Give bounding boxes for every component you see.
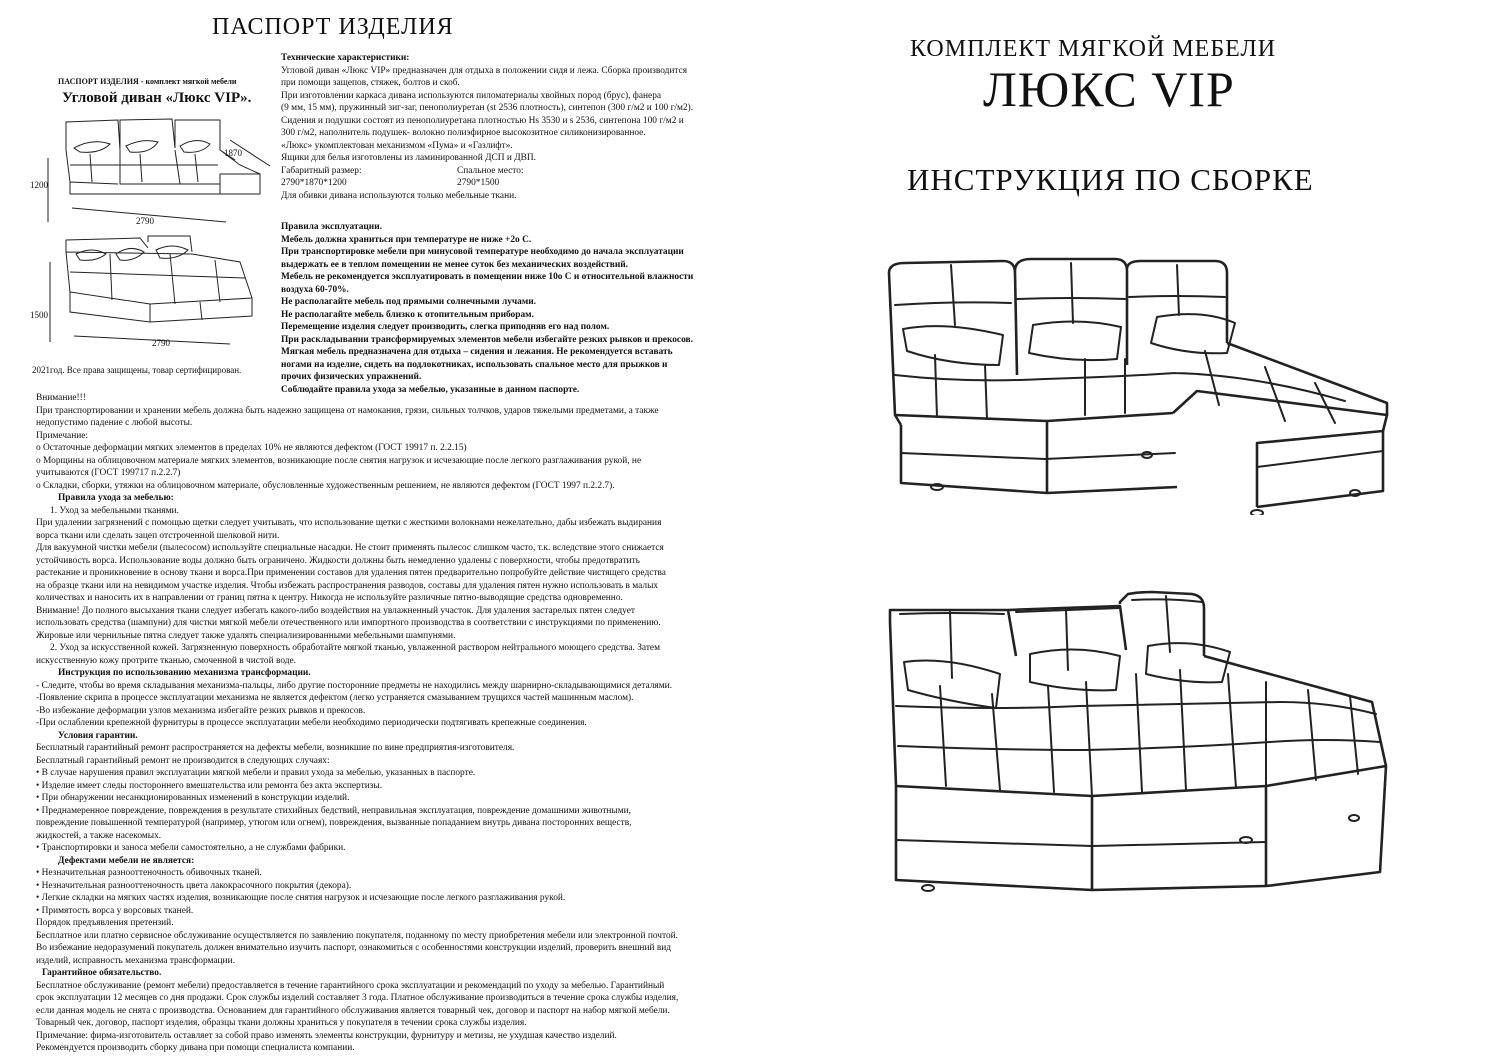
text-line: количествах и наносить их в направлении от границ пятна к центру. Никогда не используйте различные пятно-выводящие средства одновременно. [36,593,623,603]
gab-label: Габаритный размер: [281,165,362,176]
text-line: учитываются (ГОСТ 199717 п.2.2.7) [36,468,181,478]
section-heading: Инструкция по использованию механизма трансформации. [58,668,311,678]
text-line: Примечание: фирма-изготовитель оставляет за собой право изменять элементы конструкции, фурнитуру и метизы, не ухудшая качество изделий. [36,1030,617,1041]
text-line: Порядок предъявления претензий. [36,918,174,928]
kit-subtitle: КОМПЛЕКТ МЯГКОЙ МЕБЕЛИ [910,36,1277,62]
tech-line: 300 г/м2, наполнитель подушек- волокно полиэфирное высокозитное силиконизированное. [281,128,646,138]
text-line: При удалении загрязнений с помощью щетки следует учитывать, что использование щетки с жесткими волокнами нежелательно, дабы избежать выдирания [36,518,662,528]
rule-line: Не располагайте мебель близко к отопительным приборам. [281,309,534,320]
text-line: Внимание!!! [36,393,86,403]
rule-line: воздуха 60-70%. [281,284,349,295]
section-heading: Гарантийное обязательство. [42,968,162,978]
text-line: • Незначительная разнооттеночность цвета лакокрасочного покрытия (декора). [36,880,352,891]
text-line: 2. Уход за искусственной кожей. Загрязненную поверхность обработайте мягкой тканью, увлаженной раствором нейтрального моющего средства. Затем [50,643,661,653]
tech-heading: Технические характеристики: [281,53,410,63]
dim-1870: 1870 [224,148,242,158]
tech-line: Угловой диван «Люкс VIP» предназначен для отдыха в положении сидя и лежа. Сборка производится [281,65,688,76]
dim-2790-a: 2790 [136,216,154,226]
rules-heading: Правила эксплуатации. [281,222,382,232]
rule-line: Мебель должна храниться при температуре не ниже +2о С. [281,234,532,245]
rule-line: Мягкая мебель предназначена для отдыха – сидения и лежания. Не рекомендуется вставать [281,347,673,357]
text-line: растекание и проникновение в основу ткани и ворса.При применении составов для удаления пятен предварительно попробуйте действие чистящего средства [36,568,666,578]
dim-1200: 1200 [30,180,48,190]
text-line: Для вакуумной чистки мебели (пылесосом) используйте специальные насадки. Не стоит применять пылесос слишком часто, т.к. вследствие этого снижается [36,543,664,553]
text-line: использовать средства (шампуни) для чистки мягкой мебели отечественного или импортного производства в соответствии с инструкциями по применению. [36,618,661,628]
small-sofa-drawing-unfolded [30,232,280,352]
tech-line: При изготовлении каркаса дивана используются пиломатериалы хвойных пород (брус), фанера [281,90,662,101]
tech-line: Сидения и подушки состоят из пенополиуретана плотностью Hs 3530 и s 2536, синтепона 100 г/м2 и [281,115,684,126]
text-line: жидкостей, а также насекомых. [36,830,162,841]
tech-line: Для обивки дивана используются только мебельные ткани. [281,190,517,201]
text-line: Бесплатный гарантийный ремонт распространяется на дефекты мебели, возникшие по вине предприятия-изготовителя. [36,743,515,753]
text-line: o Морщины на облицовочном материале мягких элементов, возникающие после снятия нагрузок и исчезающие после легкого разглаживания рукой, не [36,455,642,466]
rule-line: выдержать ее в теплом помещении не менее суток без механических воздействий. [281,259,629,270]
text-line: устойчивость ворса. Использование воды должно быть ограничено. Жидкости должны быть немедленно удалены с поверхности, чтобы предотвратить [36,555,640,566]
main-text-block [36,392,736,1055]
text-line: повреждение повышенной температурой (например, утюгом или огнем), повреждения, вызванные попаданием внутрь дивана посторонних веществ, [36,818,632,828]
text-line: Внимание! До полного высыхания ткани следует избегать какого-либо воздействия на увлажненный участок. Для удаления застарелых пятен следует [36,605,635,616]
text-line: Товарный чек, договор, паспорт изделия, образцы ткани должны храниться у покупателя в течении срока службы изделия. [36,1018,527,1028]
sofa-assembled-illustration [875,255,1395,515]
text-line: срок эксплуатации 12 месяцев со дня продажи. Срок службы изделий составляет 3 года. Платное обслуживание производиться в течение срока службы изделия, [36,993,679,1003]
text-line: -При ослаблении крепежной фурнитуры в процессе эксплуатации мебели необходимо периодически подтягивать крепежные соединения. [36,718,587,728]
text-line: изделий, исправность механизма трансформации. [36,955,235,966]
rule-line: Перемещение изделия следует производить, слегка приподняв его над полом. [281,322,610,332]
mini-product-title: Угловой диван «Люкс VIP». [62,90,252,106]
text-line: Бесплатное обслуживание (ремонт мебели) предоставляется в течение гарантийного срока эксплуатации и рекомендаций по уходу за мебелью. Гарантийный [36,980,665,991]
tech-line: (9 мм, 15 мм), пружинный зиг-заг, пенополиуретан (st 2536 плотность), синтепон (300 г/м2 и 100 г/м2). [281,103,694,113]
text-line: • В случае нарушения правил эксплуатации мягкой мебели и правил ухода за мебелью, указанных в паспорте. [36,768,476,778]
sofa-unfolded-illustration [880,590,1400,900]
text-line: • Преднамеренное повреждение, повреждения в результате стихийных бедствий, неправильная эксплуатация, повреждение домашними животными, [36,805,632,816]
text-line: При транспортировании и хранении мебель должна быть надежно защищена от намокания, грязи, сильных толчков, ударов тяжелыми предметами, а также [36,405,659,416]
rule-line: ногами на изделие, сидеть на подлокотниках, использовать спальное место для прыжков и [281,359,668,370]
text-line: • Незначительная разнооттеночность обивочных тканей. [36,868,262,878]
text-line: • При обнаружении несанкционированных изменений в конструкции изделий. [36,793,350,803]
section-heading: Дефектами мебели не является: [58,855,195,866]
text-line: если данная модель не снята с производства. Основанием для гарантийного обслуживания является товарный чек, договор и паспорт на набор мягкой мебели. [36,1005,670,1016]
sleep-value: 2790*1500 [457,178,500,188]
text-line: o Складки, сборки, утяжки на облицовочном материале, обусловленные художественным решением, не являются дефектом (ГОСТ 1997 п.2.2.7). [36,480,615,491]
text-line: Бесплатный гарантийный ремонт не производится в следующих случаях: [36,755,330,766]
text-line: • Легкие складки на мягких частях изделия, возникающие после снятия нагрузок и исчезающие после легкого разглаживания рукой. [36,893,566,903]
section-heading: Условия гарантии. [58,730,138,741]
rule-line: Соблюдайте правила ухода за мебелью, указанные в данном паспорте. [281,384,580,395]
dim-2790-b: 2790 [152,338,170,348]
sleep-label: Спальное место: [457,165,524,176]
text-line: 1. Уход за мебельными тканями. [50,505,179,516]
rule-line: При раскладывании трансформируемых элементов мебели избегайте резких рывков и прекосов. [281,334,693,345]
text-line: недопустимо падение с любой высоты. [36,418,193,428]
tech-specs-block [281,52,731,202]
kit-product-name: ЛЮКС VIP [983,61,1235,117]
text-line: Рекомендуется производить сборку дивана при помощи специалиста компании. [36,1043,355,1053]
rule-line: прочих физических упражнений. [281,372,422,382]
passport-title: ПАСПОРТ ИЗДЕЛИЯ [212,14,454,40]
text-line: Жировые или чернильные пятна следует также удалять специализированными мебельными шампунями. [36,630,456,641]
text-line: • Примятость ворса у ворсовых тканей. [36,905,194,916]
tech-line: «Люкс» укомплектован механизмом «Пума» и «Газлифт». [281,140,513,151]
rule-line: Не располагайте мебель под прямыми солнечными лучами. [281,297,536,307]
copyright-note: 2021год. Все права защищены, товар сертифицирован. [32,365,242,375]
operating-rules-block [281,221,736,396]
text-line: искусственную кожу протрите тканью, смоченной в чистой воде. [36,655,297,666]
text-line: Примечание: [36,430,89,441]
text-line: -Во избежание деформации узлов механизма избегайте резких рывков и прекосов. [36,705,366,716]
text-line: - Следите, чтобы во время складывания механизма-пальцы, либо другие посторонние предметы не находились между шарнирно-складывающимися деталями. [36,680,673,691]
text-line: Во избежание недоразумений покупатель должен внимательно изучить паспорт, ознакомиться с особенностями конструкции изделий, проверить внешний вид [36,943,672,953]
text-line: ворса ткани или сделать зацеп отстроченной шелковой нити. [36,530,280,541]
gab-value: 2790*1870*1200 [281,178,347,188]
tech-line: при помощи защепов, стяжек, болтов и скоб. [281,78,460,88]
text-line: -Появление скрипа в процессе эксплуатации механизма не является дефектом (легко устраняется смазыванием трущихся частей машинным маслом). [36,693,634,703]
dim-1500: 1500 [30,310,48,320]
section-heading: Правила ухода за мебелью: [58,493,174,503]
small-sofa-drawing-assembled [30,110,280,230]
text-line: • Транспортировки и заноса мебели самостоятельно, а не службами фабрики. [36,843,346,853]
text-line: • Изделие имеет следы постороннего вмешательства или ремонта без акта экспертизы. [36,780,383,791]
text-line: на образце ткани или на невидимом участке изделия. Чтобы избежать распространения разводов, составы для удаления пятен нужно использовать в малых [36,580,659,591]
assembly-instruction-title: ИНСТРУКЦИЯ ПО СБОРКЕ [907,162,1314,197]
text-line: o Остаточные деформации мягких элементов в пределах 10% не являются дефектом (ГОСТ 19917 п. 2.2.15) [36,443,467,453]
rule-line: При транспортировке мебели при минусовой температуре необходимо до начала эксплуатации [281,247,684,257]
tech-line: Ящики для белья изготовлены из ламинированной ДСП и ДВП. [281,153,536,163]
text-line: Бесплатное или платно сервисное обслуживание осуществляется по заявлению покупателя, поданному по месту приобретения мебели или электронной почтой. [36,930,679,941]
mini-header: ПАСПОРТ ИЗДЕЛИЯ - комплект мягкой мебели [58,77,237,86]
rule-line: Мебель не рекомендуется эксплуатировать в помещении ниже 10о С и относительной влажности [281,272,694,282]
